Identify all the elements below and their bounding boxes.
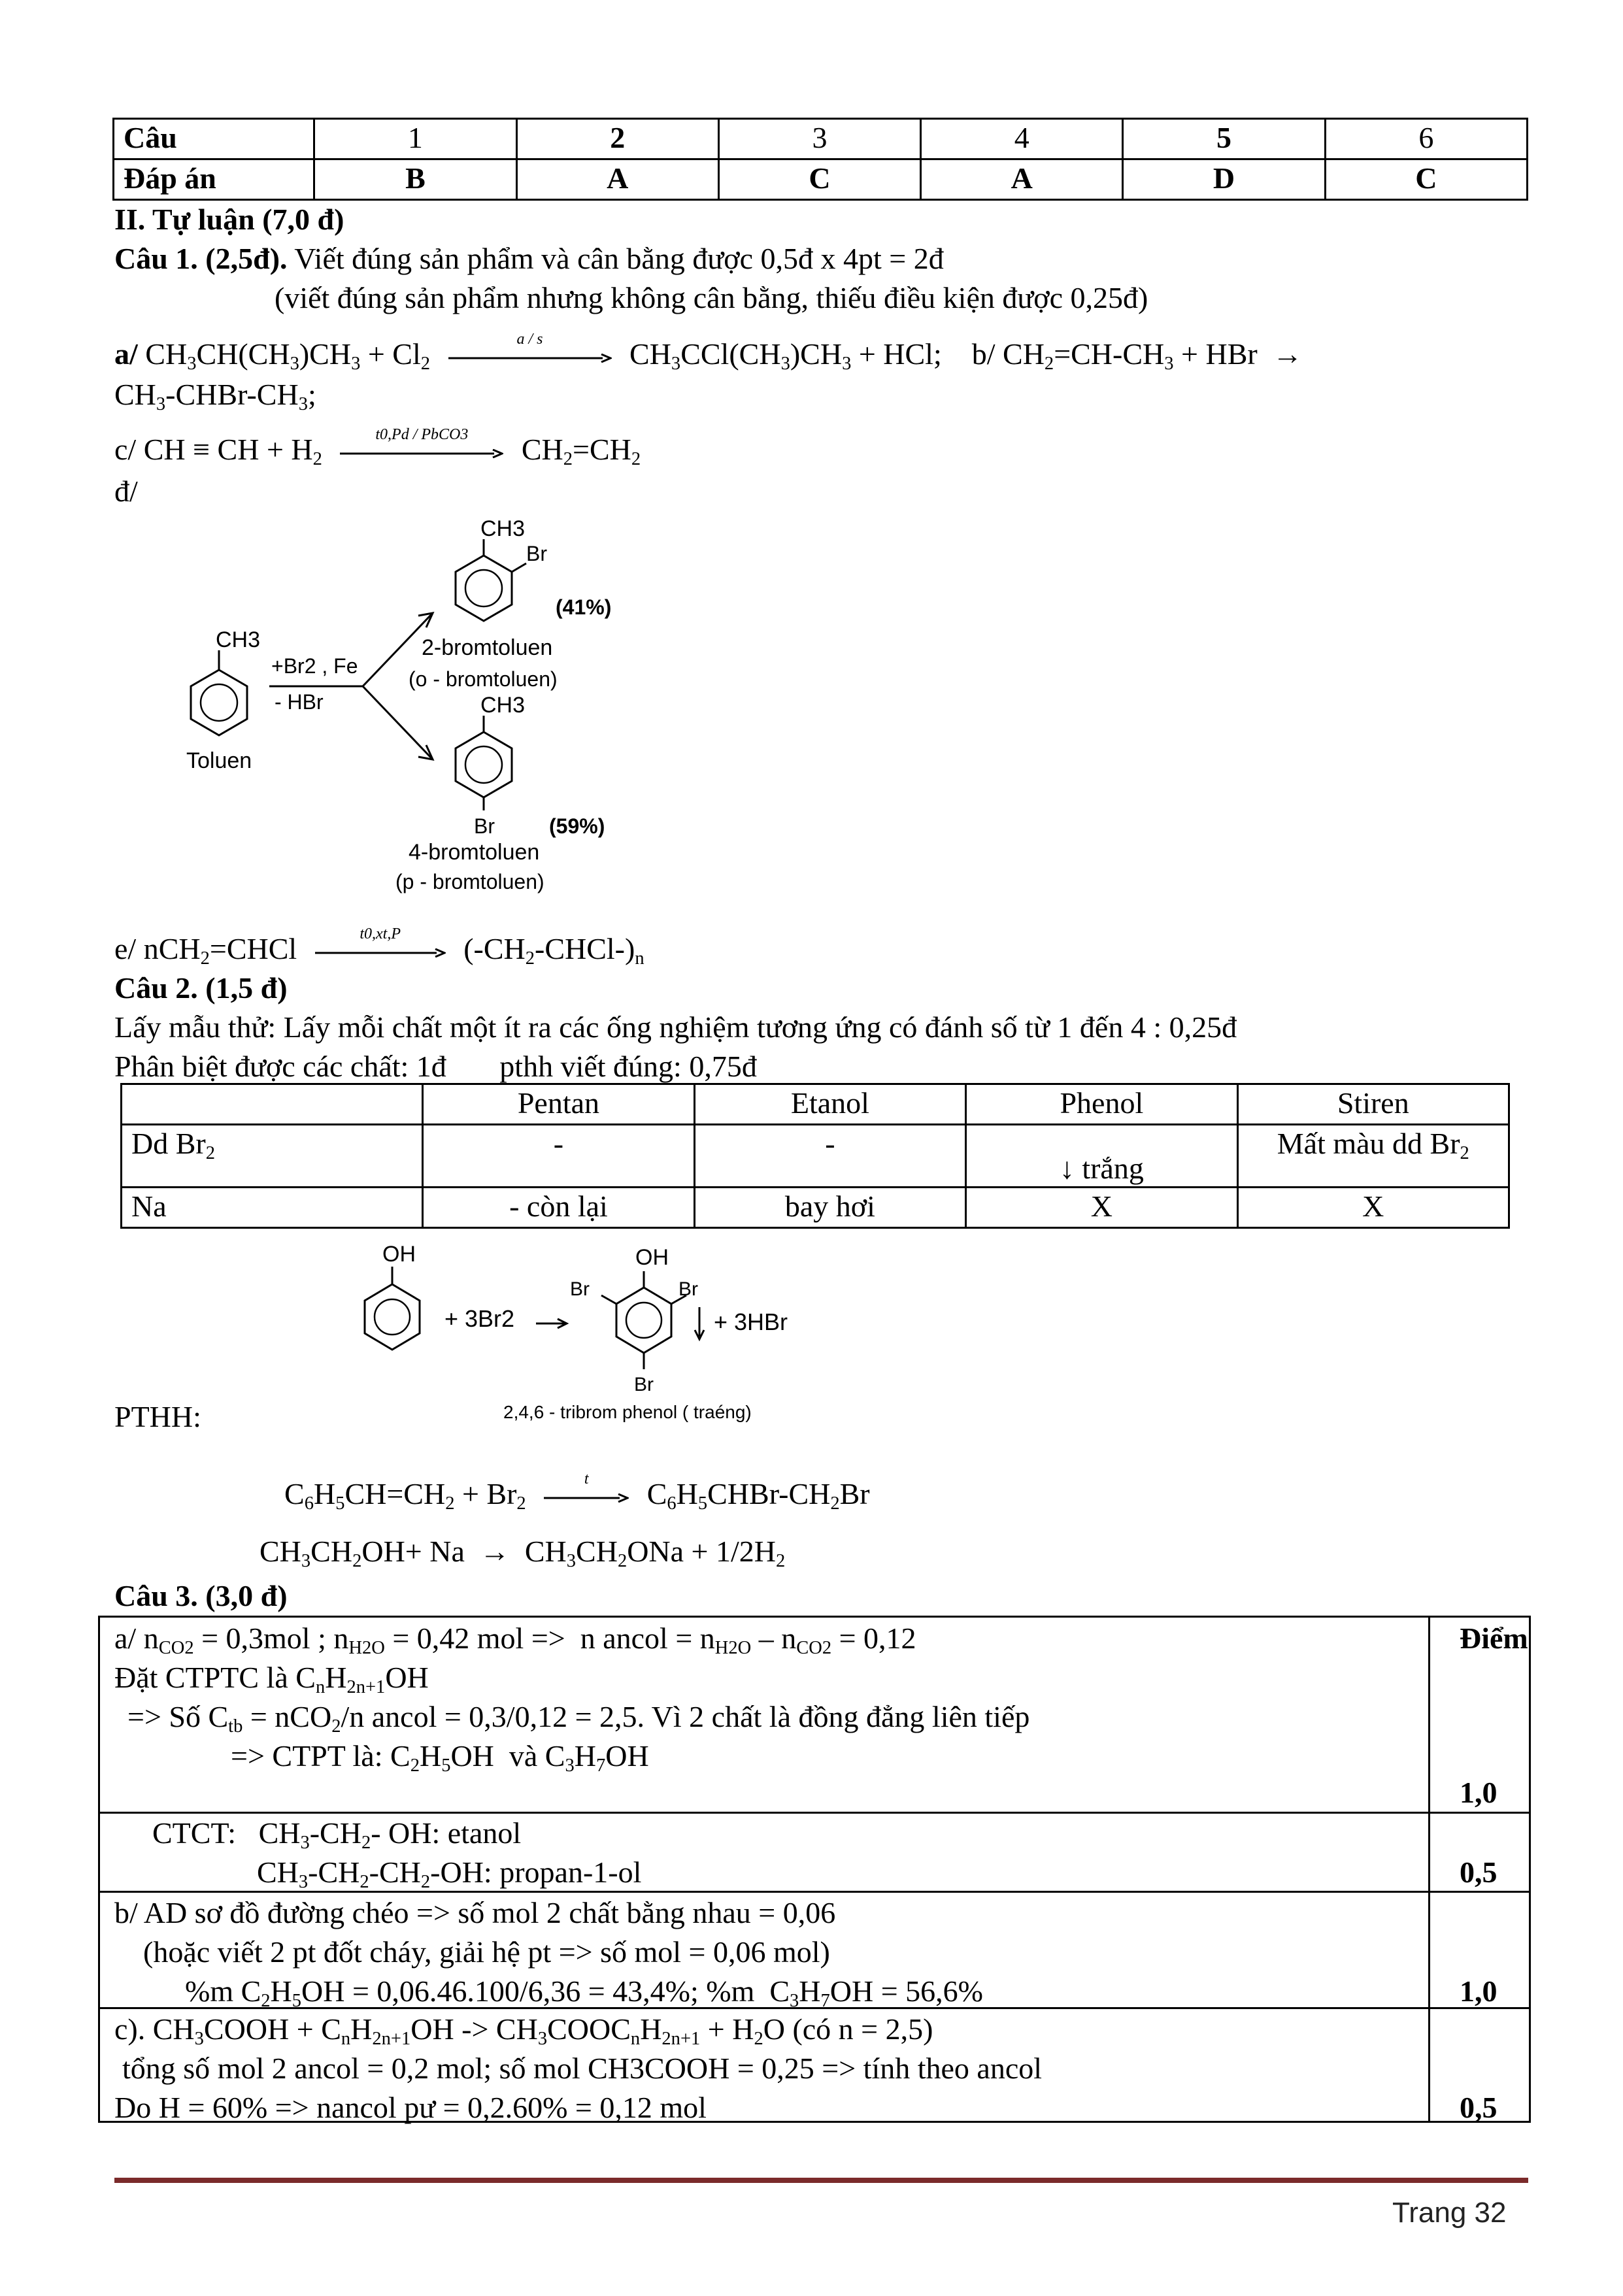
ortho-alt-name: (o - bromtoluen) <box>409 667 558 691</box>
para-ch3: CH3 <box>480 693 526 718</box>
q3-a-line2: Đặt CTPTC là $C_nH_{2n+1}OH$ <box>114 1661 429 1697</box>
q1-e-condition: t0,xt,P <box>360 925 401 943</box>
answer-table-answer-label: Đáp án <box>114 159 314 200</box>
q3-b-line3: %m $C_2H_5OH = 0,06.46.100/6,36 = 43,4\%$; %m $C_3H_7OH = 56,6\%$ <box>185 1974 983 2011</box>
phenol-oh: OH <box>382 1242 416 1267</box>
styrene-condition: t <box>584 1471 589 1488</box>
footer-rule <box>114 2178 1528 2183</box>
tribromophenol-br: Br <box>678 1278 698 1300</box>
q2-line1: Lấy mẫu thử: Lấy mỗi chất một ít ra các ống nghiệm tương ứng có đánh số từ 1 đến 4 : 0,25đ <box>114 1010 1237 1044</box>
arrow-icon <box>448 331 612 367</box>
para-percent: (59%) <box>549 814 605 838</box>
q2-table-cell: X <box>1237 1188 1509 1228</box>
tribromophenol-name: 2,4,6 - tribrom phenol ( traéng) <box>503 1402 752 1422</box>
question-number-3: 3 <box>718 119 920 159</box>
q3-ctct-line1: CTCT: $CH_3-CH_2-$ OH: etanol <box>152 1816 522 1853</box>
q1-note: (viết đúng sản phẩm nhưng không cân bằng, thiếu điều kiện được 0,25đ) <box>275 281 1148 314</box>
q3-score-ctct: 0,5 <box>1460 1855 1498 1889</box>
q3-title: Câu 3. (3,0 đ) <box>114 1579 288 1612</box>
q2-table-header-stiren: Stiren <box>1237 1084 1509 1125</box>
styrene-equation: $C_6H_5CH=CH_2 + Br_2$ t $C_6H_5CHBr-CH_2Br$ <box>284 1471 870 1514</box>
para-name: 4-bromtoluen <box>409 840 540 865</box>
question-number-5: 5 <box>1123 119 1325 159</box>
phenol-ring <box>365 1267 420 1350</box>
question-number-6: 6 <box>1325 119 1527 159</box>
q1-heading <box>114 241 944 276</box>
q3-b-line1: b/ AD sơ đồ đường chéo => số mol 2 chất bằng nhau = 0,06 <box>114 1896 836 1929</box>
q3-a-line1: a/ $n_{CO2} = 0,3mol$ ; $n_{H2O} = 0,42$ mol => n ancol = $n_{H2O} - n_{CO2} = 0,12$ <box>114 1622 916 1658</box>
answer-1: B <box>314 159 516 200</box>
q1-description: Viết đúng sản phẩm và cân bằng được 0,5đ x 4pt = 2đ <box>294 242 944 275</box>
phenol-bromination-scheme <box>340 1235 837 1425</box>
essay-heading: II. Tự luận (7,0 đ) <box>114 203 344 236</box>
q1-equation-b-product: $CH_3-CHBr-CH_3$; <box>114 378 316 414</box>
para-product-ring <box>456 716 512 810</box>
q2-table-cell: X <box>966 1188 1237 1228</box>
ortho-product-ring <box>456 539 526 621</box>
para-br: Br <box>474 814 495 838</box>
answer-table-header-label: Câu <box>114 119 314 159</box>
ethanol-sodium-equation: $CH_3CH_2OH+ Na \to CH_3CH_2ONa + 1/2H_2$ <box>259 1535 786 1571</box>
q3-solution-table <box>98 1616 1531 2123</box>
answer-table <box>112 118 1528 201</box>
ortho-percent: (41%) <box>556 595 612 619</box>
q3-a-line3: => Số $C_{tb} = nCO_2/n$ ancol = 0,3/0,12 = 2,5. Vì 2 chất là đồng đẳng liên tiếp <box>127 1700 1030 1737</box>
q1-title: Câu 1. (2,5đ). <box>114 242 288 275</box>
q2-line2-part1: Phân biệt được các chất: 1đ <box>114 1050 446 1083</box>
answer-3: C <box>718 159 920 200</box>
ortho-br: Br <box>526 542 547 565</box>
q2-table-reagent-na: Na <box>122 1188 423 1228</box>
phenol-reagent: + 3Br2 <box>444 1305 515 1332</box>
q2-table-cell: Mất màu dd $Br_2$ <box>1237 1125 1509 1188</box>
toluene-name: Toluen <box>186 748 252 773</box>
tribromophenol-br: Br <box>634 1374 654 1395</box>
toluene-ring <box>191 650 247 735</box>
tribromophenol-oh: OH <box>635 1245 669 1270</box>
toluene-ch3: CH3 <box>216 627 261 652</box>
q2-table-header-pentan: Pentan <box>423 1084 694 1125</box>
answer-4: A <box>921 159 1123 200</box>
arrow-icon <box>544 1471 629 1506</box>
q3-a-line4: => CTPT là: $C_2H_5OH$ và $C_3H_7OH$ <box>231 1739 649 1776</box>
q2-identification-table <box>120 1083 1510 1229</box>
q2-table-cell: bay hơi <box>694 1188 965 1228</box>
q2-line2-part2: pthh viết đúng: 0,75đ <box>499 1050 757 1083</box>
q3-ethanol-name: etanol <box>447 1816 522 1850</box>
q3-c-line2: tổng số mol 2 ancol = 0,2 mol; số mol CH3COOH = 0,25 => tính theo ancol <box>122 2052 1043 2085</box>
q3-score-header: Điểm <box>1460 1622 1528 1655</box>
q2-line2 <box>114 1048 757 1084</box>
tribromophenol-ring <box>601 1271 686 1369</box>
q1-d-label: đ/ <box>114 474 138 508</box>
q1-a-condition: a / s <box>516 331 543 348</box>
answer-5: D <box>1123 159 1325 200</box>
ortho-ch3: CH3 <box>480 516 526 541</box>
q3-ctct-line2: $CH_3-CH_2-CH_2-OH$: propan-1-ol <box>257 1855 642 1892</box>
q3-b-line2: (hoặc viết 2 pt đốt cháy, giải hệ pt => số mol = 0,06 mol) <box>143 1935 830 1969</box>
answer-2: A <box>516 159 718 200</box>
q2-table-cell: - còn lại <box>423 1188 694 1228</box>
arrow-icon <box>315 925 446 961</box>
q2-table-cell: ↓ trắng <box>966 1125 1237 1188</box>
q2-table-reagent-br2: Dd $Br_2$ <box>122 1125 423 1188</box>
scheme-reagent: +Br2 , Fe <box>271 654 358 678</box>
q3-ctct-label: CTCT: <box>152 1816 237 1850</box>
q3-score-b: 1,0 <box>1460 1974 1498 2008</box>
toluene-bromination-scheme <box>163 516 686 908</box>
pthh-label: PTHH: <box>114 1400 201 1433</box>
scheme-byproduct: - HBr <box>275 690 324 714</box>
q2-table-header-phenol: Phenol <box>966 1084 1237 1125</box>
q2-title: Câu 2. (1,5 đ) <box>114 971 288 1005</box>
q3-score-a: 1,0 <box>1460 1776 1498 1809</box>
q2-table-cell: - <box>423 1125 694 1188</box>
q3-propanol-name: propan-1-ol <box>499 1855 642 1889</box>
q2-table-header-empty <box>122 1084 423 1125</box>
q3-score-c: 0,5 <box>1460 2091 1498 2124</box>
q3-c-line3: Do H = 60% => nancol pư = 0,2.60% = 0,12 mol <box>114 2091 707 2124</box>
question-number-4: 4 <box>921 119 1123 159</box>
q1-c-condition: t0,Pd / PbCO3 <box>375 426 469 444</box>
q2-table-cell: - <box>694 1125 965 1188</box>
para-alt-name: (p - bromtoluen) <box>395 870 544 893</box>
answer-6: C <box>1325 159 1527 200</box>
q2-table-header-etanol: Etanol <box>694 1084 965 1125</box>
phenol-product: + 3HBr <box>714 1308 788 1335</box>
arrow-icon <box>340 426 503 462</box>
q1-equation-e: e/ nCH$_2$=CHCl t0,xt,P $(-CH_2-CHCl-)_n$ <box>114 925 644 969</box>
q1-equation-a: a/ $CH_3CH(CH_3)CH_3 + Cl_2$ a / s $CH_3CCl(CH_3)CH_3$ + HCl; b/ $CH_2=CH-CH_3$ + HBr → <box>114 331 1303 374</box>
q1-equation-c: c/ CH ≡ CH + $H_2$ t0,Pd / PbCO3 $CH_2=CH_2$ <box>114 426 641 469</box>
question-number-1: 1 <box>314 119 516 159</box>
q3-c-line1: c). $CH_3COOH + C_nH_{2n+1}OH$ -> $CH_3COOC_nH_{2n+1} + H_2O$ (có n = 2,5) <box>114 2012 933 2049</box>
tribromophenol-br: Br <box>570 1278 590 1300</box>
question-number-2: 2 <box>516 119 718 159</box>
page-number: Trang 32 <box>1392 2197 1507 2229</box>
ortho-name: 2-bromtoluen <box>422 635 553 660</box>
